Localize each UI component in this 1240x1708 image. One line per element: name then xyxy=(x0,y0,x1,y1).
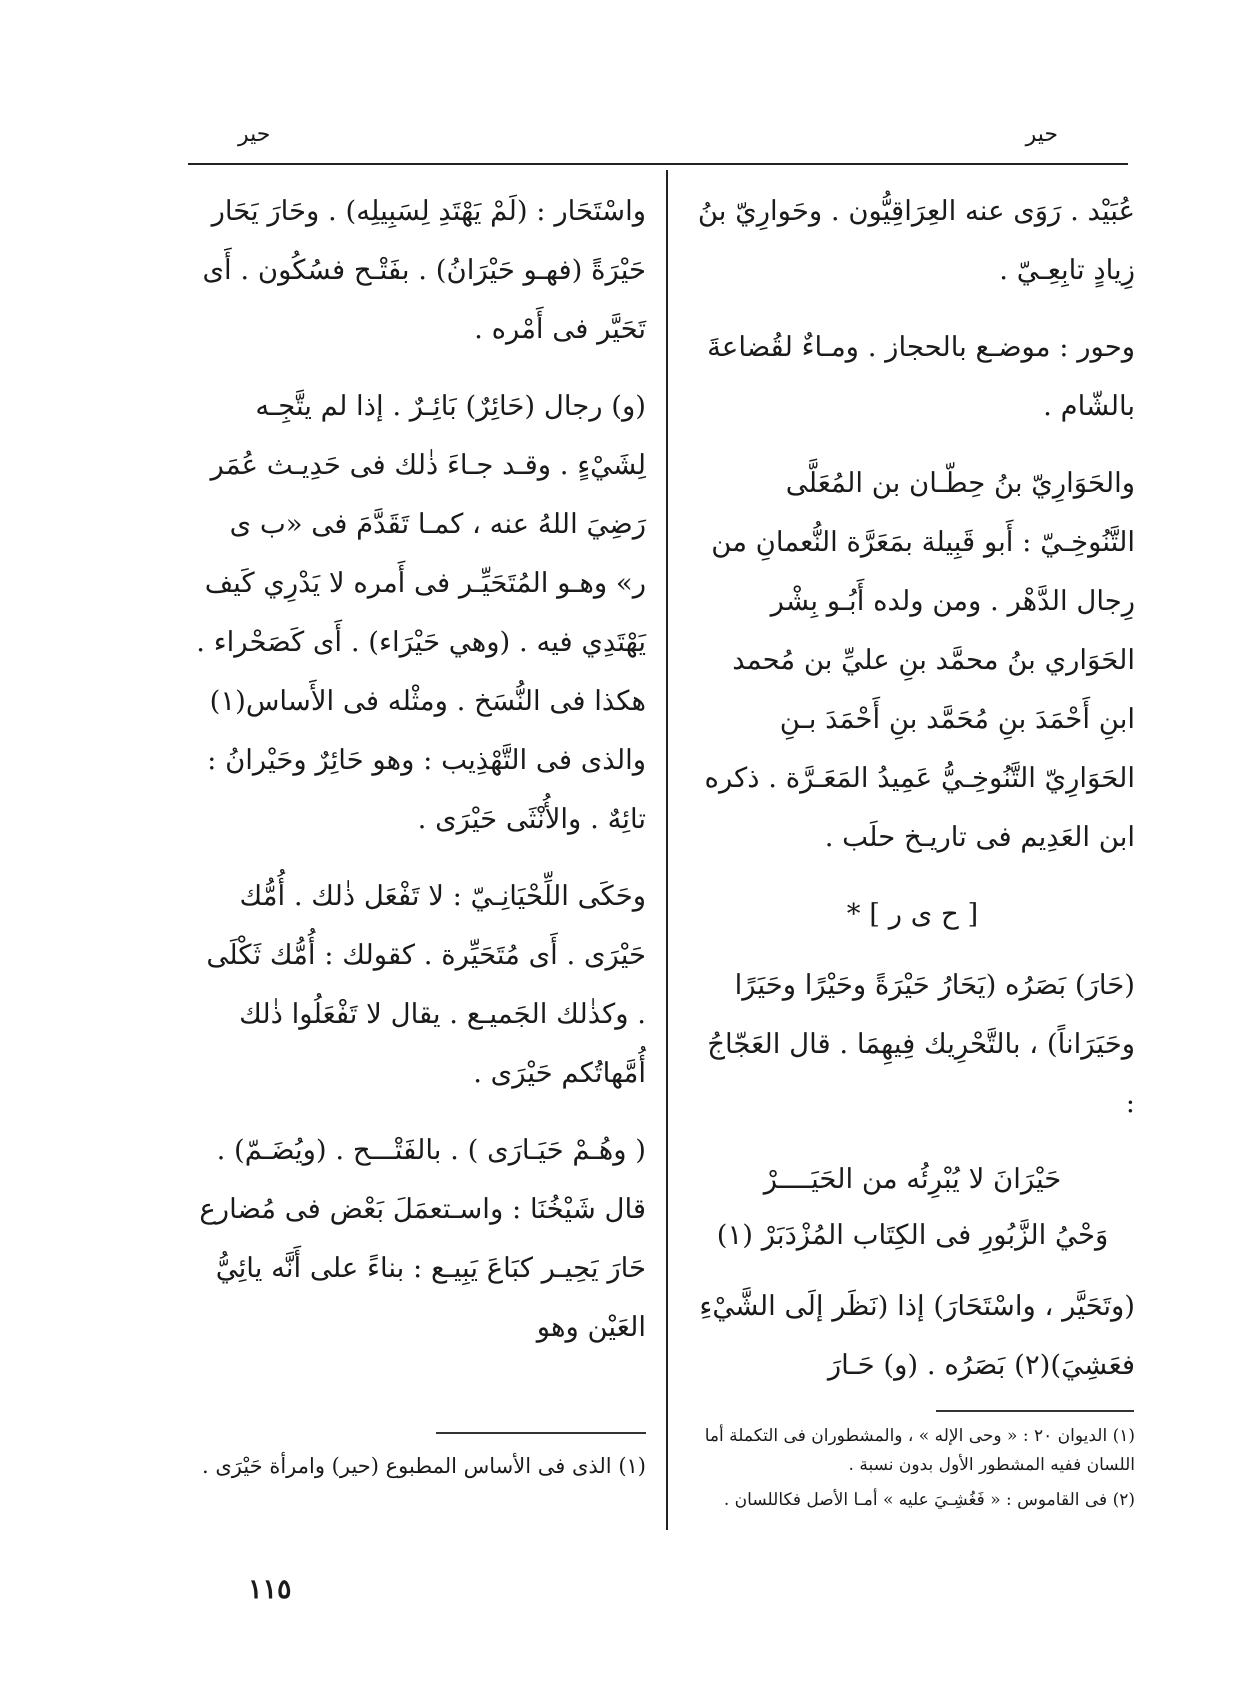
column-divider xyxy=(666,170,668,1530)
page-number: ١١٥ xyxy=(248,1574,292,1605)
running-head-right: حير xyxy=(1025,122,1058,147)
paragraph: وحور : موضـع بالحجاز . ومـاءٌ لقُضاعةَ بالشّام . xyxy=(707,331,1135,422)
footnote: (١) الذى فى الأساس المطبوع (حير) وامرأة حَيْرَى . xyxy=(201,1454,646,1478)
paragraph: (وتَحَيَّر ، واسْتَحَارَ) إذا (نَظَر إلَى الشَّيْءِ فعَشِيَ)(٢) بَصَرُه . (و) حَـارَ xyxy=(699,1290,1135,1381)
verse-line: وَحْيُ الزَّبُورِ فى الكِتَاب المُزْدَبَرْ (١) xyxy=(716,1219,1109,1251)
paragraph: واسْتَحَار : (لَمْ يَهْتَدِ لِسَبِيلِه) . وحَارَ يَحَار حَيْرَةً (فهـو حَيْرَانُ) . بفَتْـح فسُكُون . أَى تَحَيَّر فى أَمْره . xyxy=(202,195,646,345)
header-rule xyxy=(188,163,1128,165)
paragraph: وحَكَى اللِّحْيَانِـيّ : لا تَفْعَل ذٰلك . أُمُّك حَيْرَى . أَى مُتَحَيِّرة . كقولك : أُمُّك ثَكْلَى . وكذٰلك الجَميـع . يقال لا تَفْعَلُوا ذٰلك أُمَّهاتُكم حَيْرَى . xyxy=(206,880,646,1089)
paragraph: (حَارَ) بَصَرُه (يَحَارُ حَيْرَةً وحَيْرًا وحَيَرًا وحَيَرَاناً) ، بالتَّحْرِيك فِيهِمَا . قال العَجّاجُ : xyxy=(707,969,1135,1119)
footnote-rule-left xyxy=(436,1432,646,1434)
paragraph: والحَوَارِيّ بنُ حِطّـان بن المُعَلَّى التَّنُوخِـيّ : أَبو قَبِيلة بمَعَرَّة النُّعمانِ من رِجال الدَّهْر . ومن ولده أَبُـو بِشْر الحَوَاري بنُ محمَّد بنِ عليِّ بن مُحمد ابنِ أَحْمَدَ بنِ مُحَمَّد بنِ أَحْمَدَ بـنِ الحَوَارِيّ التَّنُوخِـيُّ عَمِيدُ المَعَـرَّة . ذكره ابن العَدِيم فى تاريـخ حلَب . xyxy=(704,467,1135,853)
paragraph: ( وهُـمْ حَيَـارَى ) . بالفَتْـــح . (ويُضَـمّ) . قال شَيْخُنَا : واسـتعمَلَ بَعْض فى مُضارع حَارَ يَحِيـر كبَاعَ يَبِيـع : بناءً على أَنَّه يائِيُّ العَيْن وهو xyxy=(199,1134,646,1343)
verse-block xyxy=(690,1151,1135,1263)
footnote-rule-right xyxy=(936,1410,1134,1412)
footnote: (٢) فى القاموس : « فَغُشِـيَ عليه » أمـا الأصل فكاللسان . xyxy=(723,1490,1135,1510)
right-column xyxy=(690,182,1135,1413)
verse-line: حَيْرَانَ لا يُبْرِئُه من الحَيَــــرْ xyxy=(763,1163,1062,1195)
footnotes-left xyxy=(196,1448,646,1490)
left-column xyxy=(196,182,646,1375)
paragraph: (و) رجال (حَائِرٌ) بَائِـرٌ . إذا لم يتَّجِـه لِشَيْءٍ . وقـد جـاءَ ذٰلك فى حَدِيـث عُمَر رَضِيَ اللهُ عنه ، كمـا تَقَدَّمَ فى «ب ى ر» وهـو المُتَحَيِّـر فى أَمره لا يَدْرِي كَيف يَهْتَدِي فيه . (وهي حَيْرَاء) . أَى كَصَحْراء . هكذا فى النُّسَخ . ومثْله فى الأَساس(١) والذى فى التَّهْذِيب : وهو حَائِرٌ وحَيْرانُ : تائِهٌ . والأُنْثَى حَيْرَى . xyxy=(196,390,646,835)
footnote: (١) الديوان ٢٠ : « وحى الإله » ، والمشطوران فى التكملة أما اللسان ففيه المشطور الأول بدون نسبة . xyxy=(704,1426,1135,1475)
running-head-left: حير xyxy=(238,122,271,147)
entry-heading: [ ح ى ر ] * xyxy=(846,898,979,930)
footnotes-right xyxy=(690,1422,1135,1521)
paragraph: عُبَيْد . رَوَى عنه العِرَاقِيُّون . وحَوارِيّ بنُ زِيادٍ تابِعِـيّ . xyxy=(697,195,1135,286)
